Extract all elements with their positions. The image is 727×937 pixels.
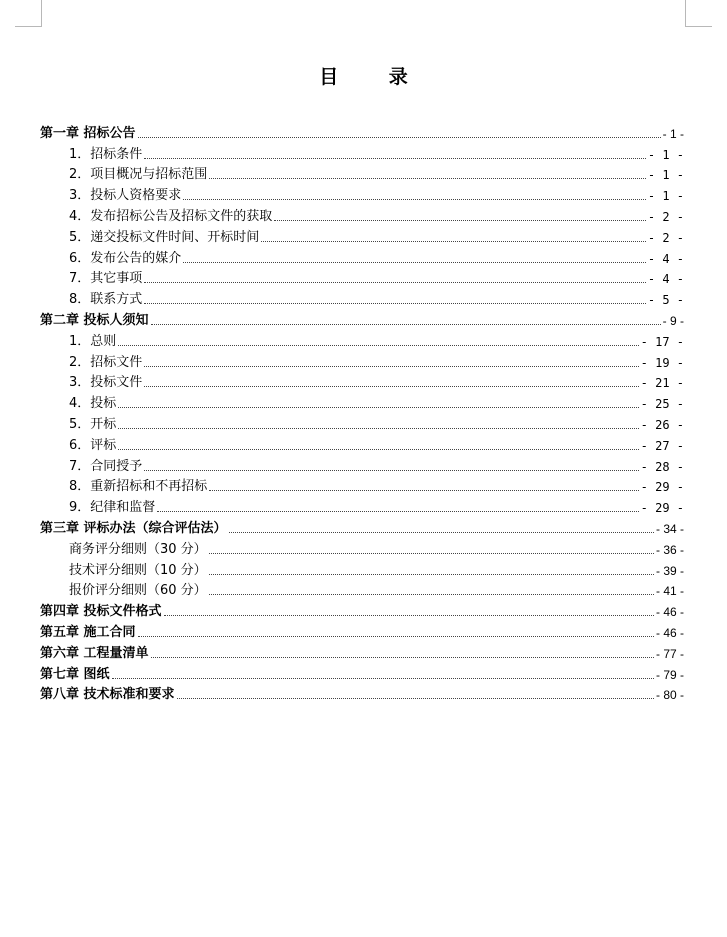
toc-page-number: - 39 -	[655, 563, 684, 578]
toc-entry-label: 5．开标	[69, 416, 117, 432]
toc-entry-label: 1．总则	[69, 333, 117, 349]
crop-mark-top-left	[15, 0, 42, 27]
toc-entry-label: 1．招标条件	[69, 146, 143, 162]
toc-page-number: - 41 -	[655, 584, 684, 599]
dot-leader	[118, 407, 638, 408]
toc-entry-label: 第二章 投标人须知	[40, 312, 149, 328]
toc-page-number: - 1 -	[647, 168, 684, 183]
dot-leader	[151, 324, 661, 325]
toc-entry-label: 2．项目概况与招标范围	[69, 167, 208, 183]
toc-section-entry[interactable]	[40, 163, 684, 184]
toc-entry-label: 第八章 技术标准和要求	[40, 687, 175, 703]
dot-leader	[274, 220, 646, 221]
table-of-contents	[40, 121, 684, 703]
toc-page-number: - 79 -	[655, 667, 684, 682]
dot-leader	[144, 282, 646, 283]
dot-leader	[209, 490, 638, 491]
dot-leader	[209, 574, 654, 575]
dot-leader	[151, 657, 654, 658]
toc-entry-label: 商务评分细则（30 分）	[69, 541, 207, 557]
toc-page-number: - 46 -	[655, 605, 684, 620]
toc-entry-label: 技术评分细则（10 分）	[69, 562, 207, 578]
dot-leader	[144, 366, 638, 367]
dot-leader	[157, 511, 638, 512]
toc-chapter-entry[interactable]	[40, 121, 684, 142]
dot-leader	[138, 636, 654, 637]
toc-page-number: - 4 -	[647, 272, 684, 287]
toc-page-number: - 34 -	[655, 521, 684, 536]
dot-leader	[183, 199, 646, 200]
dot-leader	[183, 262, 646, 263]
toc-chapter-entry[interactable]	[40, 516, 684, 537]
toc-page-number: - 46 -	[655, 625, 684, 640]
toc-title: 目 录	[319, 66, 430, 88]
toc-section-entry[interactable]	[40, 371, 684, 392]
toc-section-entry[interactable]	[40, 350, 684, 371]
toc-page-number: - 29 -	[640, 501, 684, 516]
toc-page-number: - 26 -	[640, 417, 684, 432]
toc-entry-label: 6．评标	[69, 437, 117, 453]
toc-entry-label: 8．重新招标和不再招标	[69, 479, 208, 495]
toc-section-entry[interactable]	[40, 412, 684, 433]
toc-section-entry[interactable]	[40, 579, 684, 600]
dot-leader	[144, 303, 646, 304]
dot-leader	[261, 241, 646, 242]
toc-page-number: - 77 -	[655, 646, 684, 661]
toc-page-number: - 80 -	[655, 688, 684, 703]
toc-entry-label: 8．联系方式	[69, 292, 143, 308]
toc-section-entry[interactable]	[40, 537, 684, 558]
toc-page-number: - 21 -	[640, 376, 684, 391]
toc-entry-label: 第三章 评标办法（综合评估法）	[40, 520, 227, 536]
toc-page-number: - 36 -	[655, 542, 684, 557]
dot-leader	[138, 137, 661, 138]
toc-entry-label: 第六章 工程量清单	[40, 645, 149, 661]
dot-leader	[229, 532, 654, 533]
toc-section-entry[interactable]	[40, 391, 684, 412]
dot-leader	[118, 428, 638, 429]
toc-section-entry[interactable]	[40, 183, 684, 204]
toc-entry-label: 4．发布招标公告及招标文件的获取	[69, 208, 273, 224]
toc-chapter-entry[interactable]	[40, 662, 684, 683]
crop-mark-top-right	[685, 0, 712, 27]
toc-page-number: - 2 -	[647, 209, 684, 224]
toc-entry-label: 报价评分细则（60 分）	[69, 583, 207, 599]
toc-section-entry[interactable]	[40, 433, 684, 454]
dot-leader	[144, 158, 646, 159]
toc-section-entry[interactable]	[40, 225, 684, 246]
toc-page-number: - 1 -	[647, 189, 684, 204]
toc-page-number: - 9 -	[662, 313, 684, 328]
toc-page-number: - 2 -	[647, 230, 684, 245]
toc-entry-label: 6．发布公告的媒介	[69, 250, 182, 266]
toc-entry-label: 7．合同授予	[69, 458, 143, 474]
toc-page-number: - 25 -	[640, 397, 684, 412]
dot-leader	[144, 470, 638, 471]
toc-section-entry[interactable]	[40, 204, 684, 225]
toc-chapter-entry[interactable]	[40, 620, 684, 641]
toc-page-number: - 27 -	[640, 438, 684, 453]
toc-section-entry[interactable]	[40, 558, 684, 579]
toc-section-entry[interactable]	[40, 267, 684, 288]
toc-page-number: - 4 -	[647, 251, 684, 266]
dot-leader	[118, 345, 638, 346]
toc-chapter-entry[interactable]	[40, 641, 684, 662]
dot-leader	[209, 178, 646, 179]
toc-entry-label: 第七章 图纸	[40, 666, 110, 682]
toc-section-entry[interactable]	[40, 246, 684, 267]
dot-leader	[164, 615, 654, 616]
toc-section-entry[interactable]	[40, 287, 684, 308]
toc-entry-label: 第四章 投标文件格式	[40, 604, 162, 620]
dot-leader	[209, 594, 654, 595]
toc-page-number: - 5 -	[647, 293, 684, 308]
toc-section-entry[interactable]	[40, 142, 684, 163]
toc-page-number: - 1 -	[662, 126, 684, 141]
toc-chapter-entry[interactable]	[40, 683, 684, 704]
toc-chapter-entry[interactable]	[40, 599, 684, 620]
toc-section-entry[interactable]	[40, 475, 684, 496]
toc-section-entry[interactable]	[40, 495, 684, 516]
toc-entry-label: 3．投标文件	[69, 375, 143, 391]
toc-entry-label: 9．纪律和监督	[69, 500, 156, 516]
toc-entry-label: 4．投标	[69, 396, 117, 412]
toc-entry-label: 第五章 施工合同	[40, 624, 136, 640]
toc-page-number: - 1 -	[647, 147, 684, 162]
toc-entry-label: 7．其它事项	[69, 271, 143, 287]
toc-page-number: - 17 -	[640, 334, 684, 349]
dot-leader	[118, 449, 638, 450]
toc-page-number: - 19 -	[640, 355, 684, 370]
toc-page-number: - 29 -	[640, 480, 684, 495]
toc-page-number: - 28 -	[640, 459, 684, 474]
dot-leader	[112, 678, 654, 679]
toc-entry-label: 5．递交投标文件时间、开标时间	[69, 229, 260, 245]
dot-leader	[177, 698, 654, 699]
dot-leader	[209, 553, 654, 554]
toc-section-entry[interactable]	[40, 454, 684, 475]
toc-entry-label: 2．招标文件	[69, 354, 143, 370]
dot-leader	[144, 386, 638, 387]
toc-entry-label: 第一章 招标公告	[40, 125, 136, 141]
toc-chapter-entry[interactable]	[40, 308, 684, 329]
toc-section-entry[interactable]	[40, 329, 684, 350]
toc-entry-label: 3．投标人资格要求	[69, 188, 182, 204]
